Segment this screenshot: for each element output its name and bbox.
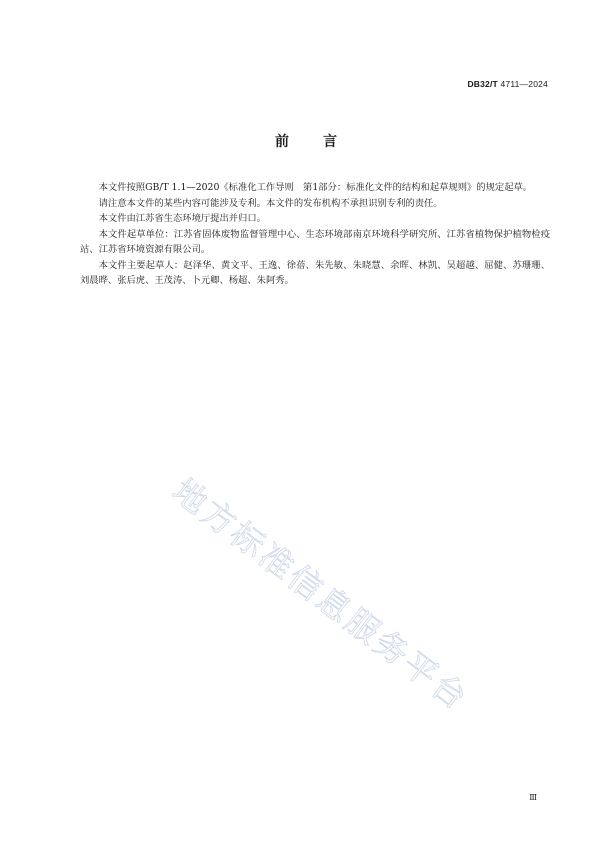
watermark: 地方标准信息服务平台 [165,470,477,719]
foreword-body [80,180,550,289]
standard-code-number: 4711—2024 [497,79,548,89]
page-number: Ⅲ [529,793,537,802]
paragraph-proposer: 本文件由江苏省生态环境厅提出并归口。 [98,213,266,224]
paragraph-drafting-rules: 本文件按照GB/T 1.1—2020《标准化工作导则 第1部分：标准化文件的结构和起草规则》的规定起草。 [98,182,533,193]
standard-code [467,79,548,89]
page-title: 前言 [275,134,371,150]
standard-code-prefix: DB32/T [467,79,498,89]
paragraph-drafters: 本文件主要起草人：赵泽华、黄文平、王逸、徐蓓、朱先敏、朱晓慧、余晖、林凯、吴超越、屈健、苏珊珊、刘晨晔、张后虎、王茂涛、卜元卿、杨超、朱阿秀。 [80,259,550,286]
paragraph-drafting-units: 本文件起草单位：江苏省固体废物监督管理中心、生态环境部南京环境科学研究所、江苏省植物保护植物检疫站、江苏省环境资源有限公司。 [80,228,550,255]
paragraph-patent-notice: 请注意本文件的某些内容可能涉及专利。本文件的发布机构不承担识别专利的责任。 [98,197,443,209]
